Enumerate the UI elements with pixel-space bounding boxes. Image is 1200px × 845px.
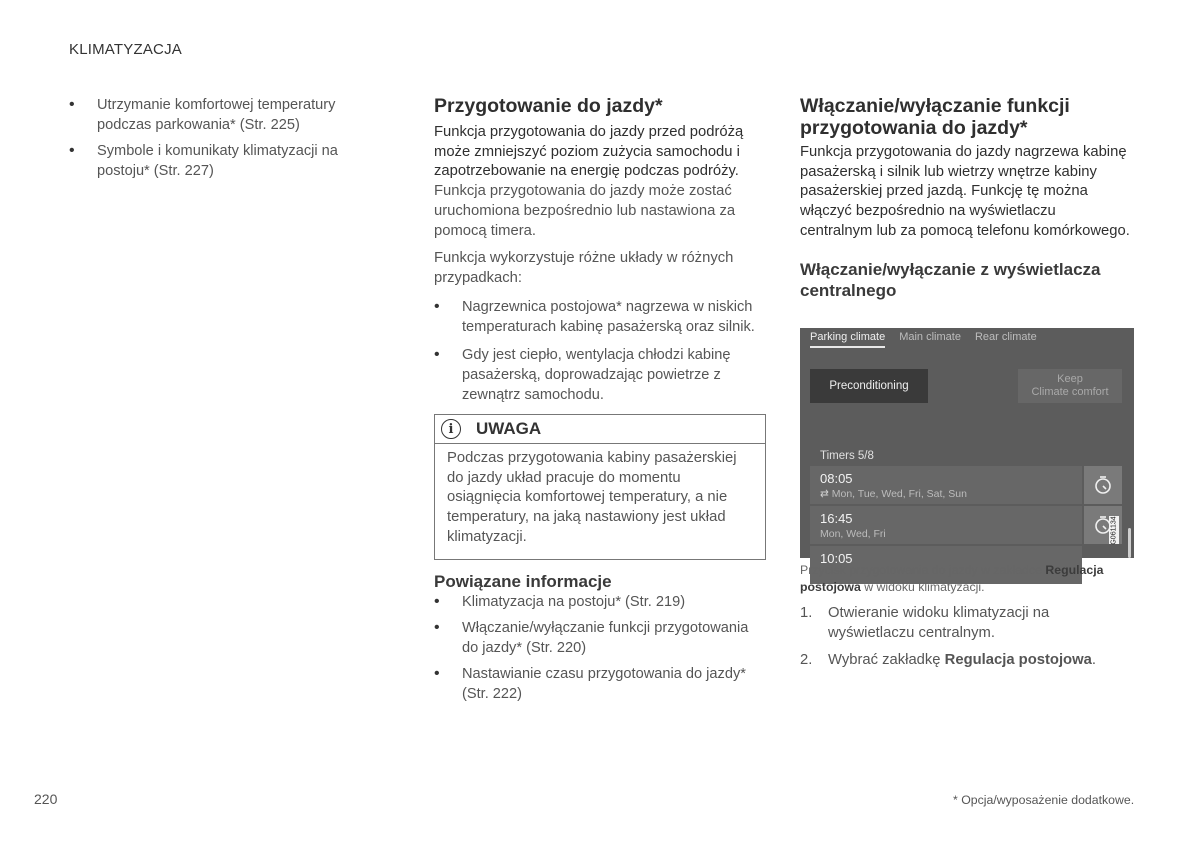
- section-title: Przygotowanie do jazdy*: [434, 95, 663, 117]
- step-text: Wybrać zakładkę: [828, 652, 945, 669]
- caption-suffix: w widoku klimatyzacji.: [860, 580, 985, 594]
- step-number: 1.: [800, 605, 813, 621]
- list-item: • Nagrzewnica postojowa* nagrzewa w niskich temperaturach kabinę pasażerską oraz silnik.: [434, 297, 766, 337]
- left-column: [69, 95, 379, 187]
- note-title: UWAGA: [476, 419, 542, 438]
- related-link[interactable]: • Klimatyzacja na postoju* (Str. 219): [434, 592, 766, 612]
- scrollbar[interactable]: [1128, 528, 1131, 558]
- step-list: [800, 604, 1130, 671]
- list-item[interactable]: • Symbole i komunikaty klimatyzacji na postoju* (Str. 227): [69, 141, 379, 181]
- timers-label: Timers 5/8: [820, 450, 874, 462]
- section-title: Włączanie/wyłączanie funkcji przygotowania do jazdy*: [800, 95, 1070, 139]
- info-icon: i: [441, 419, 461, 439]
- timer-toggle-button[interactable]: [1084, 466, 1122, 504]
- repeat-icon: ⇄: [820, 488, 829, 500]
- timer-icon: [1093, 475, 1113, 495]
- timer-time: 16:45: [820, 511, 853, 526]
- figure-caption: [800, 562, 1132, 596]
- right-column: [800, 95, 1130, 301]
- list-item: • Gdy jest ciepło, wentylacja chłodzi kabinę pasażerską, doprowadzając powietrze z zewnątrz samochodu.: [434, 345, 766, 405]
- related-link[interactable]: • Włączanie/wyłączanie funkcji przygotowania do jazdy* (Str. 220): [434, 618, 766, 658]
- note-box: [434, 414, 766, 560]
- related-info: [434, 571, 766, 710]
- timer-time: 08:05: [820, 471, 853, 486]
- related-title: Powiązane informacje: [434, 572, 612, 591]
- step-item: [800, 604, 1130, 643]
- tab-parking-climate[interactable]: Parking climate: [810, 331, 885, 348]
- section-header: KLIMATYZACJA: [69, 41, 182, 58]
- intro-paragraph: Funkcja przygotowania do jazdy nagrzewa kabinę pasażerską i silnik lub wietrzy wnętrze kabiny pasażerskiej przed jazdą. Funkcję tę można włączyć bezpośrednio na wyświetlaczu centralnym lub za pomocą telefonu komórkowego.: [800, 144, 1130, 239]
- image-id-label: G061134: [1110, 515, 1118, 545]
- step-item: [800, 651, 1130, 671]
- note-header: [435, 415, 765, 444]
- list-item[interactable]: • Utrzymanie komfortowej temperatury podczas parkowania* (Str. 225): [69, 95, 379, 135]
- center-display-screenshot: [800, 328, 1134, 566]
- timer-row[interactable]: [810, 506, 1082, 544]
- step-highlight: Regulacja postojowa: [944, 652, 1092, 669]
- timer-row[interactable]: [810, 466, 1082, 504]
- step-number: 2.: [800, 652, 813, 669]
- caption-bold: Regulacja postojowa: [800, 563, 1104, 594]
- preconditioning-button[interactable]: Preconditioning: [810, 369, 928, 403]
- note-body: Podczas przygotowania kabiny pasażerskiej do jazdy układ pracuje do momentu osiągnięcia komfortowej temperatury, a nie temperatury, na jaką nastawiony jest układ klimatyzacji.: [447, 450, 737, 545]
- subsection-title: Włączanie/wyłączanie z wyświetlacza centralnego: [800, 259, 1101, 300]
- step-end: .: [1091, 652, 1096, 669]
- keep-climate-comfort-button[interactable]: [1018, 369, 1122, 403]
- climate-tabs: [810, 331, 1037, 348]
- timer-days: [820, 488, 967, 500]
- timer-days-text: Mon, Wed, Fri: [820, 528, 886, 540]
- intro-paragraph: Funkcja przygotowania do jazdy przed podróżą może zmniejszyć poziom zużycia samochodu i zapotrzebowanie na energię podczas podróży.: [434, 124, 744, 180]
- caption-text: Przycisk przygotowania do jazdy w zakładce: [800, 563, 1046, 577]
- body-paragraph: Funkcja wykorzystuje różne układy w różnych przypadkach:: [434, 250, 734, 286]
- keep-button-line2: Climate comfort: [1031, 386, 1109, 398]
- tab-main-climate[interactable]: Main climate: [899, 331, 961, 343]
- body-paragraph: Funkcja przygotowania do jazdy może zostać uruchomiona bezpośrednio lub nastawiona za pomocą timera.: [434, 183, 736, 239]
- timer-days-text: Mon, Tue, Wed, Fri, Sat, Sun: [831, 488, 967, 500]
- related-link[interactable]: • Nastawianie czasu przygotowania do jazdy* (Str. 222): [434, 664, 766, 704]
- related-list: [434, 592, 766, 704]
- tab-rear-climate[interactable]: Rear climate: [974, 331, 1037, 343]
- steps: [800, 604, 1130, 679]
- middle-column: [434, 95, 766, 413]
- bullet-list: [434, 297, 766, 405]
- left-bullet-list: [69, 95, 379, 181]
- page-number: 220: [34, 791, 58, 807]
- timer-time: 10:05: [820, 551, 853, 566]
- footnote: * Opcja/wyposażenie dodatkowe.: [953, 793, 1135, 807]
- keep-button-line1: Keep: [1057, 373, 1083, 385]
- step-text: Otwieranie widoku klimatyzacji na wyświetlaczu centralnym.: [828, 605, 1050, 641]
